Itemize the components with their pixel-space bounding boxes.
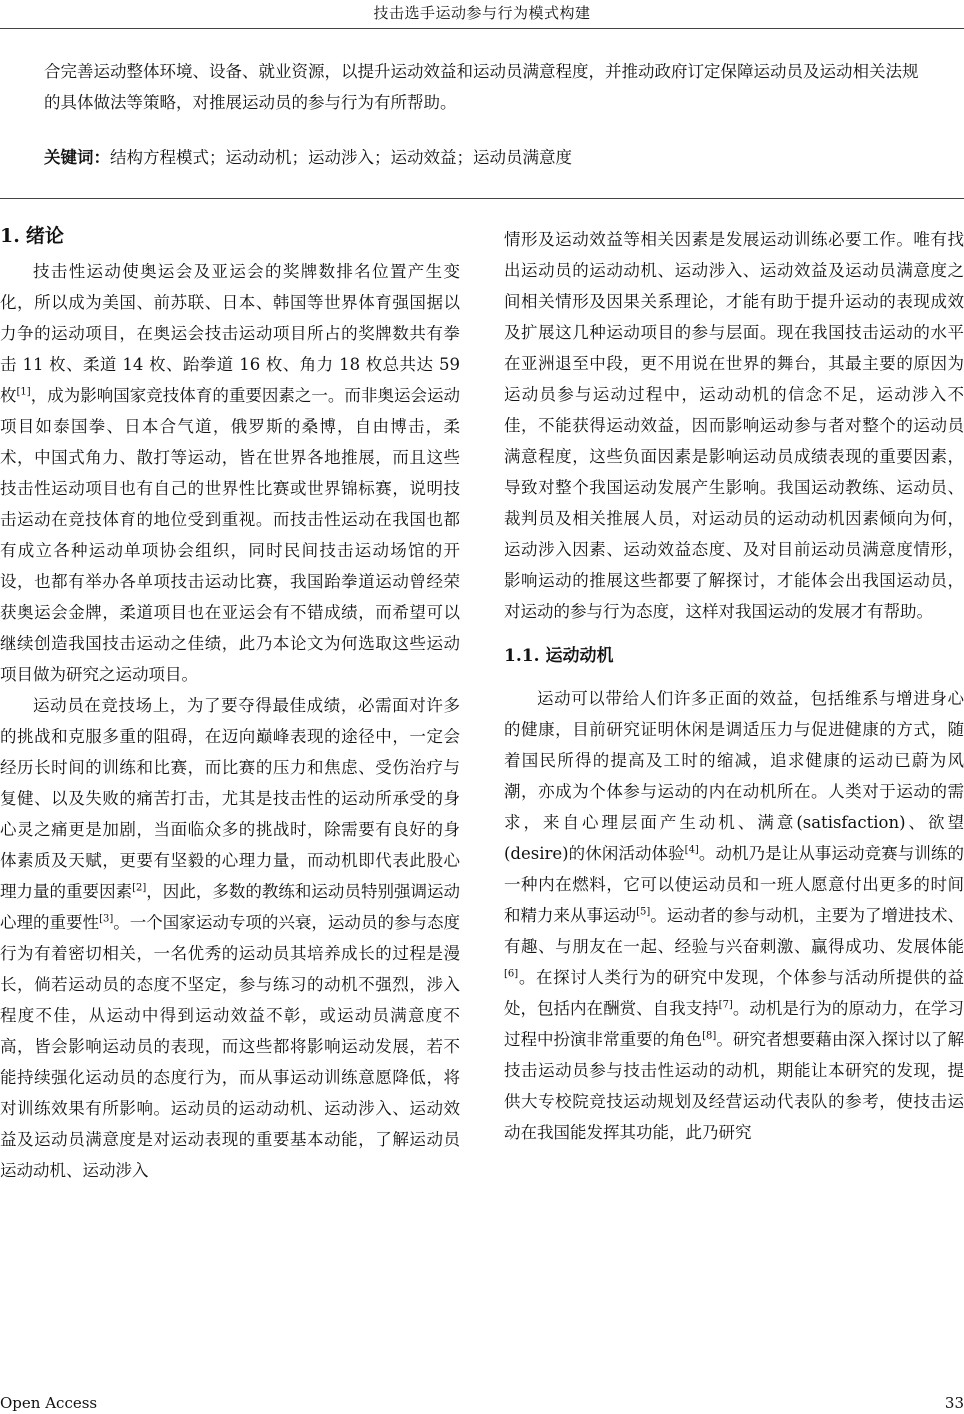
paragraph-text: 。动机是行为的原动力，在学习过程中扮演非常重要的角色 [504, 999, 964, 1049]
citation-3[interactable]: [3] [99, 913, 114, 925]
keywords [44, 142, 924, 173]
section-1-number: 1. [0, 225, 20, 247]
citation-7[interactable]: [7] [718, 999, 733, 1011]
page-footer [0, 1393, 964, 1413]
paragraph-text: 。动机乃是让从事运动竞赛与训练的一种内在燃料，它可以使运动员和一班人愿意付出更多的时间和精力来从事运动 [504, 844, 964, 925]
subsection-1-1-title: 运动动机 [545, 646, 614, 666]
left-column [0, 218, 460, 1186]
footer-journal: Open Access [0, 1394, 98, 1412]
paragraph-text: 技击性运动使奥运会及亚运会的奖牌数排名位置产生变化，所以成为美国、前苏联、日本、韩国等世界体育强国据以力争的运动项目，在奥运会技击运动项目所占的奖牌数共有拳击 11 枚、柔道 14 枚、跆拳道 16 枚、角力 18 枚总共达 59 枚 [0, 262, 460, 405]
paragraph-text: ，因此，多数的教练和运动员特别强调运动心理的重要性 [0, 882, 461, 932]
right-column [504, 224, 964, 1148]
paragraph-continued: 情形及运动效益等相关因素是发展运动训练必要工作。唯有找出运动员的运动动机、运动涉入、运动效益及运动员满意度之间相关情形及因果关系理论，才能有助于提升运动的表现成效及扩展这几种运动项目的参与层面。现在我国技击运动的水平在亚洲退至中段，更不用说在世界的舞台，其最主要的原因为运动员参与运动过程中，运动动机的信念不足，运动涉入不佳，不能获得运动效益，因而影响运动参与者对整个的运动员满意程度，这些负面因素是影响运动员成绩表现的重要因素，导致对整个我国运动发展产生影响。我国运动教练、运动员、裁判员及相关推展人员，对运动员的运动动机因素倾向为何，运动涉入因素、运动效益态度、及对目前运动员满意度情形，影响运动的推展这些都要了解探讨，才能体会出我国运动员，对运动的参与行为态度，这样对我国运动的发展才有帮助。 [504, 230, 964, 621]
paragraph-text: ，成为影响国家竞技体育的重要因素之一。而非奥运会运动项目如泰国拳、日本合气道，俄罗斯的桑博，自由博击，柔术，中国式角力、散打等运动，皆在世界各地推展，而且这些技击性运动项目也有自己的世界性比赛或世界锦标赛，说明技击运动在竞技体育的地位受到重视。而技击性运动在我国也都有成立各种运动单项协会组织，同时民间技击运动场馆的开设，也都有举办各单项技击运动比赛，我国跆拳道运动曾经荣获奥运会金牌，柔道项目也在亚运会有不错成绩，而希望可以继续创造我国技击运动之佳绩，此乃本论文为何选取这些运动项目做为研究之运动项目。 [0, 386, 461, 684]
citation-4[interactable]: [4] [684, 844, 699, 856]
keywords-label: 关键词： [44, 148, 110, 167]
keywords-text: 结构方程模式；运动动机；运动涉入；运动效益；运动员满意度 [110, 148, 572, 167]
paragraph-text: 运动员在竞技场上，为了要夺得最佳成绩，必需面对许多的挑战和克服多重的阻碍，在迈向巅峰表现的途径中，一定会经历长时间的训练和比赛，而比赛的压力和焦虑、受伤治疗与复健、以及失败的痛苦打击，尤其是技击性的运动所承受的身心灵之痛更是加剧，当面临众多的挑战时，除需要有良好的身体素质及天赋，更要有坚毅的心理力量，而动机即代表此股心理力量的重要因素 [0, 696, 460, 901]
paragraph [0, 690, 460, 1186]
footer-page-number: 33 [944, 1394, 964, 1412]
citation-8[interactable]: [8] [702, 1030, 717, 1042]
section-divider [0, 198, 964, 199]
citation-5[interactable]: [5] [636, 906, 651, 918]
paragraph [0, 256, 460, 690]
paragraph-text: 运动可以带给人们许多正面的效益，包括维系与增进身心的健康，目前研究证明休闲是调适压力与促进健康的方式，随着国民所得的提高及工时的缩减，追求健康的运动已蔚为风潮，亦成为个体参与运动的内在动机所在。人类对于运动的需求，来自心理层面产生动机、满意(satisfaction)、欲望(desire)的休闲活动体验 [504, 689, 964, 863]
citation-1[interactable]: [1] [16, 386, 31, 398]
subsection-1-1-heading [504, 641, 964, 671]
abstract-tail: 合完善运动整体环境、设备、就业资源，以提升运动效益和运动员满意程度，并推动政府订定保障运动员及运动相关法规的具体做法等策略，对推展运动员的参与行为有所帮助。 [44, 62, 919, 112]
section-1-heading [0, 218, 460, 254]
citation-2[interactable]: [2] [132, 882, 147, 894]
section-1-title: 绪论 [25, 225, 64, 247]
paragraph-text: 。在探讨人类行为的研究中发现，个体参与活动所提供的益处，包括内在酬赏、自我支持 [504, 968, 964, 1018]
paragraph-text: 。一个国家运动专项的兴衰，运动员的参与态度行为有着密切相关，一名优秀的运动员其培养成长的过程是漫长，倘若运动员的态度不坚定，参与练习的动机不强烈，涉入程度不佳，从运动中得到运动效益不彰，或运动员满意度不高，皆会影响运动员的表现，而这些都将影响运动发展，若不能持续强化运动员的态度行为，而从事运动训练意愿降低，将对训练效果有所影响。运动员的运动动机、运动涉入、运动效益及运动员满意度是对运动表现的重要基本动能，了解运动员运动动机、运动涉入 [0, 913, 461, 1180]
running-header [0, 0, 964, 29]
paragraph-text: 。研究者想要藉由深入探讨以了解技击运动员参与技击性运动的动机，期能让本研究的发现，提供大专校院竞技运动规划及经营运动代表队的参考，使技击运动在我国能发挥其功能，此乃研究 [504, 1030, 964, 1142]
subsection-1-1-number: 1.1. [504, 646, 540, 666]
paragraph [504, 683, 964, 1148]
running-header-title: 技击选手运动参与行为模式构建 [373, 4, 591, 22]
paragraph-text: 。运动者的参与动机，主要为了增进技术、有趣、与朋友在一起、经验与兴奋刺激、赢得成功、发展体能 [504, 906, 964, 956]
citation-6[interactable]: [6] [504, 968, 519, 980]
